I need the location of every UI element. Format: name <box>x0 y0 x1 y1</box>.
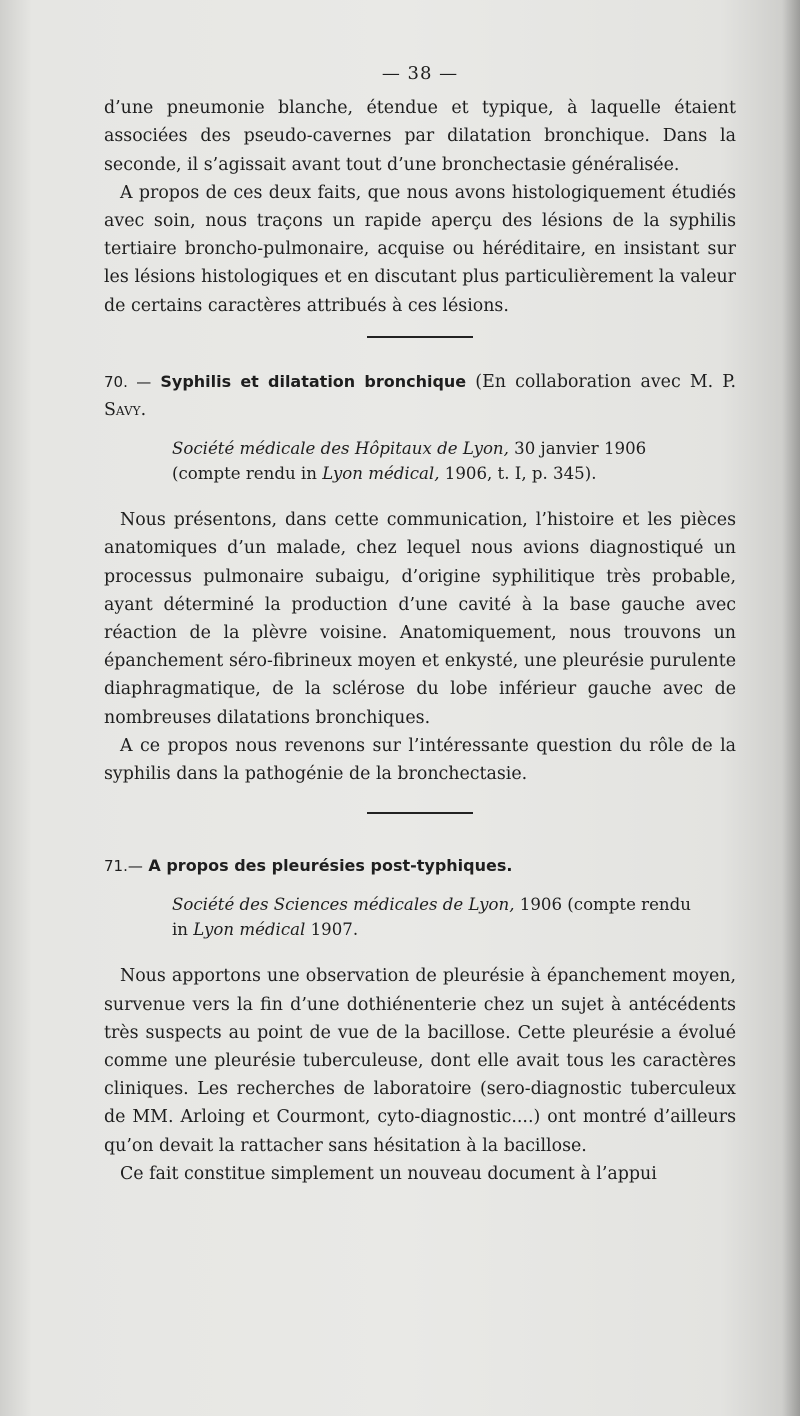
entry-70-number: 70. — <box>104 372 152 391</box>
entry-70-author: Savy. <box>104 400 147 421</box>
entry-71-heading <box>104 852 736 880</box>
opening-paragraph-1: d’une pneumonie blanche, étendue et typique, à laquelle étaient associées des pseudo-cavernes par dilatation bronchique. Dans la seconde, il s’agissait avant tout d’une bronchectasie généralisée. <box>104 98 736 175</box>
entry-71-paragraph-1: Nous apportons une observation de pleurésie à épanchement moyen, survenue vers la fin d’une dothiénenterie chez un sujet à antécédents très suspects au point de vue de la bacillose. Cette pleurésie a évolué comme une pleurésie tuberculeuse, dont elle avait tous les caractères cliniques. Les recherches de laboratoire (sero-diagnostic tuberculeux de MM. Arloing et Courmont, cyto-diagnostic....) ont montré d’ailleurs qu’on devait la rattacher sans hésitation à la bacillose. <box>104 966 736 1156</box>
entry-70 <box>104 368 736 788</box>
entry-70-paragraph-2: A ce propos nous revenons sur l’intéressante question du rôle de la syphilis dans la pathogénie de la bronchectasie. <box>104 735 736 785</box>
opening-paragraph-2: A propos de ces deux faits, que nous avons histologiquement étudiés avec soin, nous traçons un rapide aperçu des lésions de la syphilis tertiaire broncho-pulmonaire, acquise ou héréditaire, en insistant sur les lésions histologiques et en discutant plus particulièrement la valeur de certains caractères attribués à ces lésions. <box>104 182 736 316</box>
entry-71-source-journal: Société des Sciences médicales de Lyon, <box>172 895 515 915</box>
section-divider <box>367 812 473 814</box>
entry-70-heading <box>104 368 736 424</box>
entry-70-paragraph-1: Nous présentons, dans cette communication, l’histoire et les pièces anatomiques d’un malade, chez lequel nous avions diagnostiqué un processus pulmonaire subaigu, d’origine syphilitique très probable, ayant déterminé la production d’une cavité à la base gauche avec réaction de la plèvre voisine. Anatomiquement, nous trouvons un épanchement séro-fibrineux moyen et enkysté, une pleurésie purulente diaphragmatique, de la sclérose du lobe inférieur gauche avec de nombreuses dilatations bronchiques. <box>104 510 736 728</box>
entry-71-number: 71.— <box>104 857 143 876</box>
entry-70-source <box>172 436 736 486</box>
page-spine-shadow <box>782 0 800 1416</box>
entry-71 <box>104 852 736 1188</box>
entry-71-title: A propos des pleurésies post-typhiques. <box>148 856 513 876</box>
section-divider <box>367 336 473 338</box>
entry-71-source-suffix: 1907. <box>310 920 359 940</box>
entry-70-source-journal-2: Lyon médical, <box>322 464 440 484</box>
entry-71-source <box>172 892 736 942</box>
entry-71-source-rest: 1906 (compte rendu <box>519 895 691 915</box>
page-content <box>104 60 736 1188</box>
entry-70-source-suffix: 1906, t. I, p. 345). <box>444 464 597 484</box>
entry-70-source-journal: Société médicale des Hôpitaux de Lyon, <box>172 439 509 459</box>
entry-71-source-prefix: in <box>172 920 188 940</box>
page-number: — 38 — <box>381 63 459 84</box>
entry-70-source-date: 30 janvier 1906 <box>514 439 647 459</box>
entry-70-title: Syphilis et dilatation bronchique <box>160 371 467 391</box>
entry-71-source-journal-2: Lyon médical <box>193 920 306 940</box>
entry-70-source-prefix: (compte rendu in <box>172 464 317 484</box>
entry-71-paragraph-2: Ce fait constitue simplement un nouveau document à l’appui <box>120 1163 657 1184</box>
entry-70-collaboration: (En collaboration avec M. P. <box>475 371 736 392</box>
